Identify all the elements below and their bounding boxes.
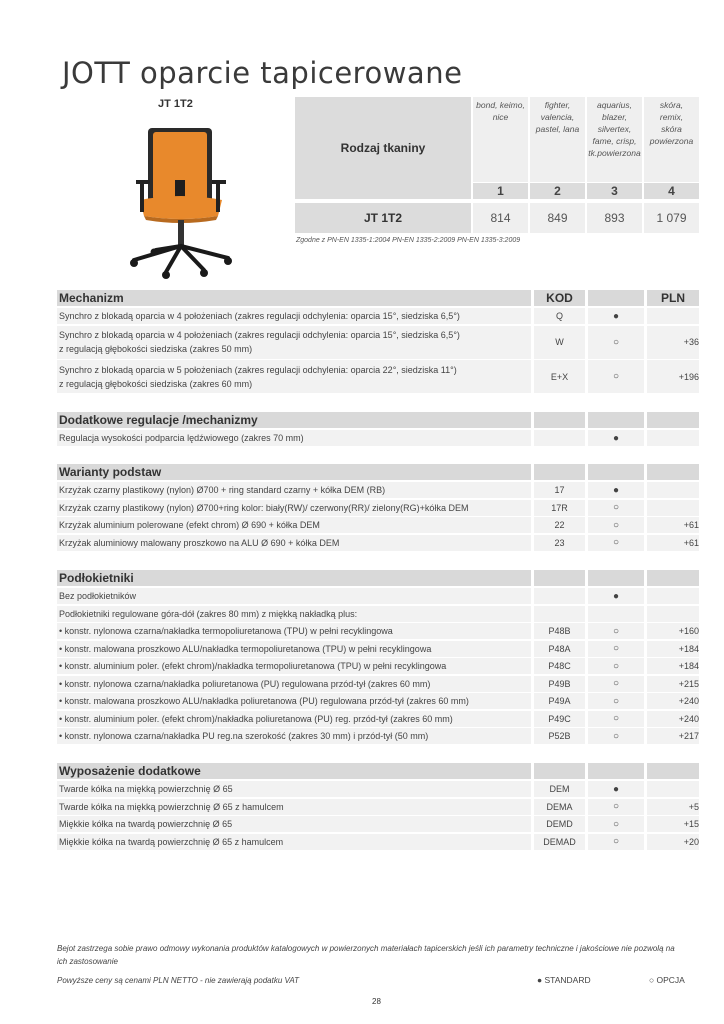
vat-note: Powyższe ceny są cenami PLN NETTO - nie zawierają podatku VAT	[57, 976, 300, 985]
pln-column-header	[647, 763, 699, 779]
option-mark: ○	[588, 834, 644, 850]
page-number: 28	[372, 997, 381, 1006]
option-mark: ○	[588, 360, 644, 393]
group-number-1: 1	[473, 183, 528, 199]
option-description: Podłokietniki regulowane góra-dół (zakres 80 mm) z miękką nakładką plus:	[57, 606, 531, 622]
option-description: Krzyżak czarny plastikowy (nylon) Ø700 + ring standard czarny + kółka DEM (RB)	[57, 482, 531, 498]
mark-column-header	[588, 763, 644, 779]
option-mark: ○	[588, 799, 644, 815]
group-number-4: 4	[644, 183, 699, 199]
disclaimer-note: Bejot zastrzega sobie prawo odmowy wykonania produktów katalogowych w powierzonych materiałach tapicerskich jeśli ich parametry techniczne i jakościowe nie pozwolą na ich zastosowanie	[57, 944, 675, 966]
fabric-type-header: Rodzaj tkaniny	[295, 97, 471, 199]
kod-column-header	[534, 464, 585, 480]
option-price: +184	[647, 641, 699, 657]
option-description: Synchro z blokadą oparcia w 4 położeniach (zakres regulacji odchylenia: oparcia 15°, siedziska 6,5°) z regulacją głębokości siedziska (zakres 50 mm)	[57, 326, 531, 359]
option-mark: ○	[588, 693, 644, 709]
fabric-group-4: skóra, remix, skóra powierzona	[644, 97, 699, 182]
option-price	[647, 308, 699, 324]
option-price: +20	[647, 834, 699, 850]
option-price	[647, 430, 699, 446]
option-description: Krzyżak aluminiowy malowany proszkowo na ALU Ø 690 + kółka DEM	[57, 535, 531, 551]
option-code: DEM	[534, 781, 585, 797]
option-price: +61	[647, 517, 699, 533]
option-description: Synchro z blokadą oparcia w 5 położeniach (zakres regulacji odchylenia: oparcia 22°, siedziska 11°) z regulacją głębokości siedziska (zakres 60 mm)	[57, 360, 531, 393]
option-description: • konstr. aluminium poler. (efekt chrom)/nakładka termopoliuretanowa (TPU) w pełni recyklingowa	[57, 658, 531, 674]
option-code: 23	[534, 535, 585, 551]
option-mark: ○	[588, 500, 644, 516]
option-price	[647, 500, 699, 516]
option-mark	[588, 606, 644, 622]
price-group-4: 1 079	[644, 203, 699, 233]
option-price	[647, 588, 699, 604]
option-price: +5	[647, 799, 699, 815]
option-price: +240	[647, 693, 699, 709]
price-group-2: 849	[530, 203, 585, 233]
option-price: +36	[647, 326, 699, 359]
option-code: 22	[534, 517, 585, 533]
kod-column-header	[534, 763, 585, 779]
pln-column-header: PLN	[647, 290, 699, 306]
option-price	[647, 606, 699, 622]
option-price: +196	[647, 360, 699, 393]
option-description: • konstr. malowana proszkowo ALU/nakładka poliuretanowa (PU) regulowana przód-tył (zakres 60 mm)	[57, 693, 531, 709]
option-mark: ○	[588, 641, 644, 657]
option-mark: ●	[588, 430, 644, 446]
option-price	[647, 482, 699, 498]
option-price	[647, 781, 699, 797]
pln-column-header	[647, 464, 699, 480]
option-description: • konstr. malowana proszkowo ALU/nakładka termopoliuretanowa (TPU) w pełni recyklingowa	[57, 641, 531, 657]
option-code	[534, 606, 585, 622]
option-code: DEMD	[534, 816, 585, 832]
option-description: Regulacja wysokości podparcia lędźwiowego (zakres 70 mm)	[57, 430, 531, 446]
option-code: P48A	[534, 641, 585, 657]
option-description: Krzyżak czarny plastikowy (nylon) Ø700+ring kolor: biały(RW)/ czerwony(RR)/ zielony(RG)+kółka DEM	[57, 500, 531, 516]
option-code: P48B	[534, 623, 585, 639]
option-description: • konstr. nylonowa czarna/nakładka PU reg.na szerokość (zakres 30 mm) i przód-tył (50 mm)	[57, 728, 531, 744]
option-price: +184	[647, 658, 699, 674]
page-title: JOTT oparcie tapicerowane	[62, 56, 463, 90]
option-mark: ●	[588, 308, 644, 324]
legend-option: ○ OPCJA	[649, 975, 685, 985]
option-description: Twarde kółka na miękką powierzchnię Ø 65 z hamulcem	[57, 799, 531, 815]
option-mark: ●	[588, 781, 644, 797]
option-code: P49A	[534, 693, 585, 709]
norm-note: Zgodne z PN-EN 1335-1:2004 PN-EN 1335-2:2009 PN-EN 1335-3:2009	[296, 237, 521, 244]
option-mark: ○	[588, 728, 644, 744]
section-title: Warianty podstaw	[57, 464, 531, 480]
option-code	[534, 588, 585, 604]
option-description: Miękkie kółka na twardą powierzchnię Ø 65	[57, 816, 531, 832]
kod-column-header	[534, 412, 585, 428]
mark-column-header	[588, 464, 644, 480]
section-title: Podłokietniki	[57, 570, 531, 586]
fabric-header-spacer	[295, 182, 471, 199]
price-group-3: 893	[587, 203, 642, 233]
option-description: Krzyżak aluminium polerowane (efekt chrom) Ø 690 + kółka DEM	[57, 517, 531, 533]
option-code: Q	[534, 308, 585, 324]
section-title: Wyposażenie dodatkowe	[57, 763, 531, 779]
option-mark: ○	[588, 816, 644, 832]
option-code: DEMA	[534, 799, 585, 815]
kod-column-header	[534, 570, 585, 586]
option-mark: ○	[588, 326, 644, 359]
legend-standard: ● STANDARD	[537, 975, 591, 985]
pln-column-header	[647, 412, 699, 428]
option-code: P49C	[534, 711, 585, 727]
option-price: +240	[647, 711, 699, 727]
mark-column-header	[588, 570, 644, 586]
option-mark: ○	[588, 658, 644, 674]
mark-column-header	[588, 412, 644, 428]
option-code: 17	[534, 482, 585, 498]
chair-image	[126, 120, 236, 280]
section-title: Dodatkowe regulacje /mechanizmy	[57, 412, 531, 428]
group-number-2: 2	[530, 183, 585, 199]
option-mark: ○	[588, 711, 644, 727]
option-code: DEMAD	[534, 834, 585, 850]
fabric-group-2: fighter, valencia, pastel, lana	[530, 97, 585, 182]
price-group-1: 814	[473, 203, 528, 233]
option-description: Twarde kółka na miękką powierzchnię Ø 65	[57, 781, 531, 797]
option-code	[534, 430, 585, 446]
option-mark: ●	[588, 588, 644, 604]
option-mark: ●	[588, 482, 644, 498]
fabric-group-1: bond, keimo, nice	[473, 97, 528, 182]
kod-column-header: KOD	[534, 290, 585, 306]
pln-column-header	[647, 570, 699, 586]
option-code: E+X	[534, 360, 585, 393]
fabric-group-3: aquarius, blazer, silvertex, fame, crisp, tk.powierzona	[587, 97, 642, 182]
option-description: • konstr. aluminium poler. (efekt chrom)/nakładka poliuretanowa (PU) reg. przód-tył (zakres 60 mm)	[57, 711, 531, 727]
option-description: Bez podłokietników	[57, 588, 531, 604]
option-mark: ○	[588, 517, 644, 533]
option-price: +15	[647, 816, 699, 832]
option-mark: ○	[588, 623, 644, 639]
option-code: 17R	[534, 500, 585, 516]
section-title: Mechanizm	[57, 290, 531, 306]
option-price: +61	[647, 535, 699, 551]
option-mark: ○	[588, 535, 644, 551]
price-row-label: JT 1T2	[295, 203, 471, 233]
option-price: +215	[647, 676, 699, 692]
option-description: Synchro z blokadą oparcia w 4 położeniach (zakres regulacji odchylenia: oparcia 15°, siedziska 6,5°)	[57, 308, 531, 324]
option-mark: ○	[588, 676, 644, 692]
model-label: JT 1T2	[158, 98, 193, 110]
option-description: • konstr. nylonowa czarna/nakładka termopoliuretanowa (TPU) w pełni recyklingowa	[57, 623, 531, 639]
mark-column-header	[588, 290, 644, 306]
option-code: P48C	[534, 658, 585, 674]
option-price: +160	[647, 623, 699, 639]
option-description: • konstr. nylonowa czarna/nakładka poliuretanowa (PU) regulowana przód-tył (zakres 60 mm)	[57, 676, 531, 692]
option-code: P52B	[534, 728, 585, 744]
option-price: +217	[647, 728, 699, 744]
group-number-3: 3	[587, 183, 642, 199]
option-code: P49B	[534, 676, 585, 692]
option-description: Miękkie kółka na twardą powierzchnię Ø 65 z hamulcem	[57, 834, 531, 850]
option-code: W	[534, 326, 585, 359]
